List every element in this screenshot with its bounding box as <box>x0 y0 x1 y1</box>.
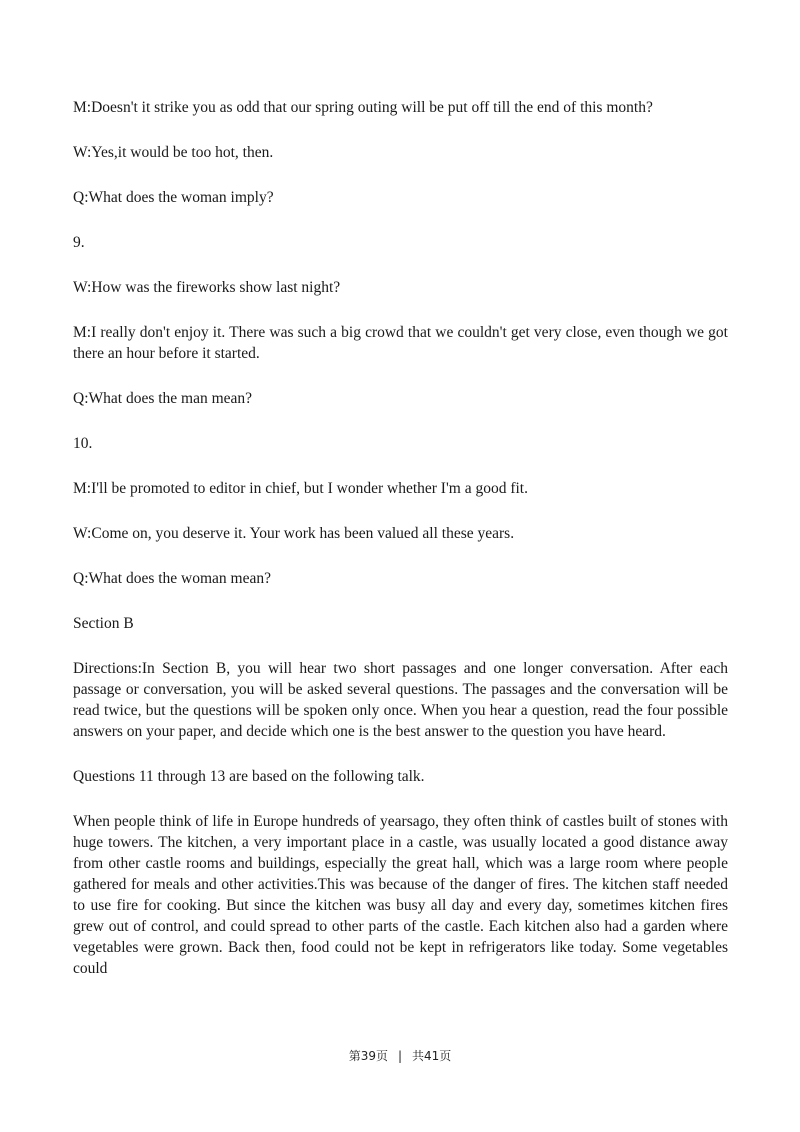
dialogue-line: M:I'll be promoted to editor in chief, but I wonder whether I'm a good fit. <box>73 480 528 497</box>
dialogue-line: W:Yes,it would be too hot, then. <box>73 144 274 161</box>
page-number: 第39页 <box>348 1049 388 1063</box>
questions-intro: Questions 11 through 13 are based on the following talk. <box>73 768 425 785</box>
question-line: Q:What does the man mean? <box>73 390 253 407</box>
dialogue-line: W:How was the fireworks show last night? <box>73 279 341 296</box>
item-number: 9. <box>73 234 85 251</box>
dialogue-line: W:Come on, you deserve it. Your work has been valued all these years. <box>73 525 515 542</box>
total-pages: 共41页 <box>412 1049 452 1063</box>
dialogue-line: M:I really don't enjoy it. There was such a big crowd that we couldn't get very close, even though we got there an hour before it started. <box>73 324 728 362</box>
dialogue-line: M:Doesn't it strike you as odd that our spring outing will be put off till the end of this month? <box>73 99 653 116</box>
directions-paragraph: Directions:In Section B, you will hear two short passages and one longer conversation. After each passage or conversation, you will be asked several questions. The passages and the conversation will be read twice, but the questions will be spoken only once. When you hear a question, read the four possible answers on your paper, and decide which one is the best answer to the question you have heard. <box>73 660 728 740</box>
footer-separator: | <box>397 1049 403 1063</box>
item-number: 10. <box>73 435 93 452</box>
question-line: Q:What does the woman mean? <box>73 570 271 587</box>
section-heading: Section B <box>73 615 134 632</box>
document-body <box>73 97 728 1003</box>
question-line: Q:What does the woman imply? <box>73 189 274 206</box>
page-footer <box>0 1047 800 1064</box>
passage-paragraph: When people think of life in Europe hundreds of yearsago, they often think of castles built of stones with huge towers. The kitchen, a very important place in a castle, was usually located a good distance away from other castle rooms and buildings, especially the great hall, which was a large room where people gathered for meals and other activities.This was because of the danger of fires. The kitchen staff needed to use fire for cooking. But since the kitchen was busy all day and every day, sometimes kitchen fires grew out of control, and could spread to other parts of the castle. Each kitchen also had a garden where vegetables were grown. Back then, food could not be kept in refrigerators like today. Some vegetables could <box>73 813 728 977</box>
